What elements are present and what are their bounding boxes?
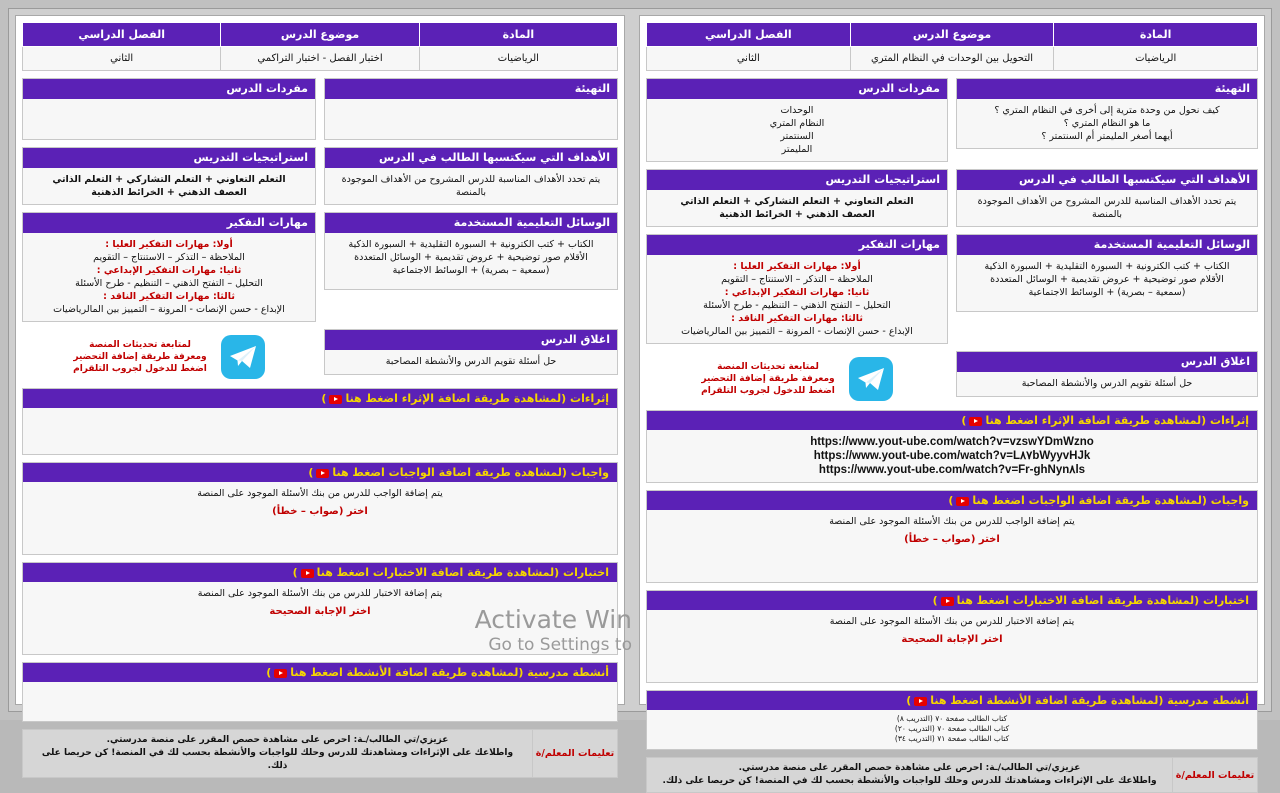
tests-body — [23, 582, 617, 654]
homework-header[interactable] — [647, 491, 1257, 510]
section-title-objectives: الأهداف التي سيكتسبها الطالب في الدرس — [325, 148, 617, 168]
thinking-line: أولا: مهارات التفكير العليا : — [105, 239, 233, 250]
vocab-line: الوحدات — [780, 105, 814, 116]
thinking-content — [23, 233, 315, 321]
tests-header[interactable] — [23, 563, 617, 582]
media-content — [957, 255, 1257, 311]
media-line: (سمعية – بصرية) + الوسائط الاجتماعية — [392, 265, 550, 276]
warmup-line: أيهما أصغر المليمتر أم السنتمتر ؟ — [1041, 131, 1173, 142]
teacher-line-1: عزيزي/تي الطالب/ـة: احرص على مشاهدة حصص المقرر على منصة مدرستي. — [106, 735, 449, 745]
thinking-content — [647, 255, 947, 343]
tests-header[interactable] — [647, 591, 1257, 610]
section-warmup — [956, 78, 1258, 162]
teacher-line-2: واطلاعك على الإثراءات ومشاهدتك للدرس وحلك للواجبات والأنشطة بحسب لك في المنصة! كن حريصا على ذلك. — [41, 748, 514, 771]
youtube-badge-icon[interactable] — [956, 497, 969, 506]
column-header-topic: موضوع الدرس — [850, 23, 1054, 47]
closing-content — [325, 350, 617, 374]
thinking-line: أولا: مهارات التفكير العليا : — [733, 261, 861, 272]
band-closing-promo — [646, 351, 1258, 403]
promo-text — [73, 339, 207, 375]
section-title-closing: اغلاق الدرس — [957, 352, 1257, 372]
table-header-row — [23, 23, 618, 47]
media-line: الكتاب + كتب الكترونية + السبورة التقليدية + السبورة الذكية — [348, 239, 594, 250]
band-objectives-strategies — [22, 147, 618, 205]
activities-label-pre: أنشطة مدرسية (لمشاهدة طريقة اضافة الأنشطة اضغط هنا — [290, 666, 609, 679]
closing-line: حل أسئلة تقويم الدرس والأنشطة المصاحبة — [1021, 378, 1193, 389]
thinking-line: التحليل – التفتح الذهني – التنظيم - طرح الأسئلة — [703, 300, 891, 311]
youtube-badge-icon[interactable] — [301, 569, 314, 578]
url-line: https://www.yout-ube.com/watch?v=L٨٧bWyyvHJk — [813, 450, 1091, 462]
tests-label-pre: اختبارات (لمشاهدة طريقة اضافة الاختبارات اضغط هنا — [316, 566, 609, 579]
column-header-subject: المادة — [1054, 23, 1258, 47]
section-homework — [22, 462, 618, 555]
promo-line: ومعرفة طريقة إضافة التحضير — [701, 374, 835, 384]
objectives-content — [325, 168, 617, 204]
teacher-line-2: واطلاعك على الإثراءات ومشاهدتك للدرس وحلك للواجبات والأنشطة بحسب لك في المنصة! كن حريصا على ذلك. — [662, 776, 1157, 786]
section-title-media: الوسائل التعليمية المستخدمة — [325, 213, 617, 233]
cell-subject: الرياضيات — [1054, 47, 1258, 71]
strategy-line: العصف الذهني + الخرائط الذهنية — [91, 187, 247, 198]
enrichment-label-post: ) — [321, 392, 327, 405]
band-media-thinking — [646, 234, 1258, 344]
vocab-content — [647, 99, 947, 161]
homework-note: يتم إضافة الواجب للدرس من بنك الأسئلة الموجود على المنصة — [829, 516, 1075, 527]
thinking-line: التحليل – التفتح الذهني – التنظيم - طرح الأسئلة — [75, 278, 263, 289]
promo-line: لمتابعة تحديثات المنصة — [89, 340, 191, 350]
promo-text — [701, 361, 835, 397]
youtube-badge-icon[interactable] — [969, 417, 982, 426]
homework-label-post: ) — [308, 466, 314, 479]
media-line: الأقلام صور توضيحية + عروض تقديمية + الوسائل المتعددة — [354, 252, 588, 263]
section-objectives — [956, 169, 1258, 227]
youtube-badge-icon[interactable] — [941, 597, 954, 606]
section-title-vocab: مفردات الدرس — [647, 79, 947, 99]
homework-label-pre: واجبات (لمشاهدة طريقة اضافة الواجبات اضغط هنا — [332, 466, 609, 479]
section-thinking — [646, 234, 948, 344]
section-strategies — [22, 147, 316, 205]
media-line: الأقلام صور توضيحية + عروض تقديمية + الوسائل المتعددة — [990, 274, 1224, 285]
table-row — [23, 47, 618, 71]
section-warmup — [324, 78, 618, 140]
enrichment-header[interactable] — [23, 389, 617, 408]
closing-content — [957, 372, 1257, 396]
url-line: https://www.yout-ube.com/watch?v=vzswYDmWzno — [810, 436, 1094, 448]
homework-header[interactable] — [23, 463, 617, 482]
document-frame — [8, 8, 1272, 786]
vocab-content — [23, 99, 315, 139]
promo-line: اضغط للدخول لجروب التلقرام — [73, 364, 207, 374]
thinking-line: ثالثا: مهارات التفكير الناقد : — [103, 291, 235, 302]
telegram-icon[interactable] — [221, 335, 265, 379]
homework-body — [647, 510, 1257, 582]
enrichment-body — [23, 408, 617, 454]
activities-label-post: ) — [906, 694, 912, 707]
section-activities — [22, 662, 618, 722]
tests-body — [647, 610, 1257, 682]
media-line: الكتاب + كتب الكترونية + السبورة التقليدية + السبورة الذكية — [984, 261, 1230, 272]
section-tests — [22, 562, 618, 655]
tests-label-post: ) — [932, 594, 938, 607]
objective-line: يتم تحدد الأهداف المناسبة للدرس المشروح من الأهداف الموجودة — [977, 196, 1237, 207]
column-header-term: الفصل الدراسي — [23, 23, 221, 47]
section-enrichment — [646, 410, 1258, 483]
section-strategies — [646, 169, 948, 227]
vocab-line: السنتمتر — [780, 131, 814, 142]
cell-topic: اختبار الفصل - اختبار التراكمي — [221, 47, 419, 71]
tests-label-pre: اختبارات (لمشاهدة طريقة اضافة الاختبارات اضغط هنا — [956, 594, 1249, 607]
vocab-line: المليمتر — [781, 144, 813, 155]
section-title-warmup: التهيئة — [325, 79, 617, 99]
youtube-badge-icon[interactable] — [316, 469, 329, 478]
section-homework — [646, 490, 1258, 583]
telegram-icon[interactable] — [849, 357, 893, 401]
cell-topic: التحويل بين الوحدات في النظام المتري — [850, 47, 1054, 71]
tests-hint: اختر الإجابة الصحيحة — [901, 634, 1003, 645]
band-objectives-strategies — [646, 169, 1258, 227]
watermark-line-2: Go to Settings to — [488, 635, 632, 655]
cell-term: الثاني — [647, 47, 851, 71]
band-closing-promo — [22, 329, 618, 381]
section-activities — [646, 690, 1258, 750]
section-closing — [956, 351, 1258, 403]
page-gutter — [625, 15, 639, 705]
promo-line: لمتابعة تحديثات المنصة — [717, 362, 819, 372]
section-title-closing: اغلاق الدرس — [325, 330, 617, 350]
thinking-line: الملاحظة – التذكر – الاستنتاج – التقويم — [93, 252, 245, 263]
section-title-strategies: استراتيجيات التدريس — [647, 170, 947, 190]
section-media — [956, 234, 1258, 344]
homework-note: يتم إضافة الواجب للدرس من بنك الأسئلة الموجود على المنصة — [197, 488, 443, 499]
activities-header[interactable] — [647, 691, 1257, 710]
table-header-row — [647, 23, 1258, 47]
activities-header[interactable] — [23, 663, 617, 682]
enrichment-label-pre: إثراءات (لمشاهدة طريقة اضافة الإثراء اضغط هنا — [985, 414, 1249, 427]
enrichment-label-pre: إثراءات (لمشاهدة طريقة اضافة الإثراء اضغط هنا — [345, 392, 609, 405]
teacher-instructions-text — [647, 758, 1172, 792]
teacher-instructions-label: تعليمات المعلم/ة — [532, 730, 617, 777]
section-tests — [646, 590, 1258, 683]
page-area — [15, 15, 1265, 786]
band-warmup-vocab — [22, 78, 618, 140]
homework-hint: اختر (صواب – خطأ) — [904, 534, 1000, 545]
section-title-strategies: استراتيجيات التدريس — [23, 148, 315, 168]
section-vocab — [22, 78, 316, 140]
tests-note: يتم إضافة الاختبار للدرس من بنك الأسئلة الموجود على المنصة — [829, 616, 1075, 627]
column-header-topic: موضوع الدرس — [221, 23, 419, 47]
warmup-line: ما هو النظام المتري ؟ — [1063, 118, 1151, 129]
activities-body — [23, 682, 617, 721]
closing-line: حل أسئلة تقويم الدرس والأنشطة المصاحبة — [385, 356, 557, 367]
homework-body — [23, 482, 617, 554]
homework-label-pre: واجبات (لمشاهدة طريقة اضافة الواجبات اضغط هنا — [972, 494, 1249, 507]
thinking-line: ثالثا: مهارات التفكير الناقد : — [731, 313, 863, 324]
telegram-promo[interactable] — [646, 351, 948, 403]
band-warmup-vocab — [646, 78, 1258, 162]
lesson-plan-page-right — [15, 15, 632, 771]
promo-line: ومعرفة طريقة إضافة التحضير — [73, 352, 207, 362]
objective-line: بالمنصة — [1091, 209, 1123, 220]
teacher-instructions-label: تعليمات المعلم/ة — [1172, 758, 1257, 792]
column-header-subject: المادة — [419, 23, 617, 47]
section-title-media: الوسائل التعليمية المستخدمة — [957, 235, 1257, 255]
media-line: (سمعية – بصرية) + الوسائط الاجتماعية — [1028, 287, 1186, 298]
thinking-line: ثانيا: مهارات التفكير الإبداعي : — [96, 265, 242, 276]
lesson-plan-page-left — [639, 15, 1265, 786]
section-title-warmup: التهيئة — [957, 79, 1257, 99]
enrichment-header[interactable] — [647, 411, 1257, 430]
activities-list — [655, 714, 1249, 744]
section-enrichment — [22, 388, 618, 455]
thinking-line: الإبداع - حسن الإنصات - المرونة – التمييز بين المالرياضيات — [53, 304, 285, 315]
thinking-line: ثانيا: مهارات التفكير الإبداعي : — [724, 287, 870, 298]
objectives-content — [957, 190, 1257, 226]
youtube-badge-icon[interactable] — [329, 395, 342, 404]
warmup-line: كيف نحول من وحدة مترية إلى أخرى في النظام المتري ؟ — [994, 105, 1220, 116]
lesson-info-table — [22, 22, 618, 71]
url-line: https://www.yout-ube.com/watch?v=Fr-ghNyn٨ls — [818, 464, 1086, 476]
section-title-thinking: مهارات التفكير — [23, 213, 315, 233]
watermark-line-1: Activate Win — [474, 605, 632, 634]
section-objectives — [324, 147, 618, 205]
section-title-objectives: الأهداف التي سيكتسبها الطالب في الدرس — [957, 170, 1257, 190]
activity-line: كتاب الطالب صفحة ٧٠ (التدريب ٨) — [896, 714, 1008, 723]
homework-label-post: ) — [948, 494, 954, 507]
cell-subject: الرياضيات — [419, 47, 617, 71]
youtube-badge-icon[interactable] — [274, 669, 287, 678]
teacher-instructions-text — [23, 730, 532, 777]
strategy-line: التعلم التعاوني + التعلم التشاركي + التعلم الذاتي — [680, 196, 914, 207]
section-media — [324, 212, 618, 322]
promo-line: اضغط للدخول لجروب التلقرام — [701, 386, 835, 396]
objective-line: يتم تحدد الأهداف المناسبة للدرس المشروح من الأهداف الموجودة — [341, 174, 601, 185]
vocab-line: النظام المتري — [769, 118, 825, 129]
teacher-instructions — [22, 729, 618, 778]
section-title-thinking: مهارات التفكير — [647, 235, 947, 255]
strategy-line: العصف الذهني + الخرائط الذهنية — [719, 209, 875, 220]
activities-label-pre: أنشطة مدرسية (لمشاهدة طريقة اضافة الأنشطة اضغط هنا — [930, 694, 1249, 707]
warmup-content — [957, 99, 1257, 148]
homework-hint: اختر (صواب – خطأ) — [272, 506, 368, 517]
tests-label-post: ) — [292, 566, 298, 579]
strategies-content — [23, 168, 315, 204]
tests-hint: اختر الإجابة الصحيحة — [269, 606, 371, 617]
activities-body — [647, 710, 1257, 749]
teacher-line-1: عزيزي/تي الطالب/ـة: احرص على مشاهدة حصص المقرر على منصة مدرستي. — [738, 763, 1081, 773]
column-header-term: الفصل الدراسي — [647, 23, 851, 47]
section-thinking — [22, 212, 316, 322]
thinking-line: الملاحظة – التذكر – الاستنتاج – التقويم — [721, 274, 873, 285]
enrichment-url-list[interactable] — [655, 435, 1249, 477]
media-content — [325, 233, 617, 289]
strategies-content — [647, 190, 947, 226]
lesson-info-table — [646, 22, 1258, 71]
warmup-content — [325, 99, 617, 139]
section-vocab — [646, 78, 948, 162]
section-closing — [324, 329, 618, 381]
activities-label-post: ) — [266, 666, 272, 679]
objective-line: بالمنصة — [455, 187, 487, 198]
strategy-line: التعلم التعاوني + التعلم التشاركي + التعلم الذاتي — [52, 174, 286, 185]
table-row — [647, 47, 1258, 71]
telegram-promo[interactable] — [22, 329, 316, 381]
section-title-vocab: مفردات الدرس — [23, 79, 315, 99]
cell-term: الثاني — [23, 47, 221, 71]
activity-line: كتاب الطالب صفحة ٧١ (التدريب ٣٤) — [894, 734, 1010, 743]
tests-note: يتم إضافة الاختبار للدرس من بنك الأسئلة الموجود على المنصة — [197, 588, 443, 599]
enrichment-body — [647, 430, 1257, 482]
thinking-line: الإبداع - حسن الإنصات - المرونة – التمييز بين المالرياضيات — [681, 326, 913, 337]
youtube-badge-icon[interactable] — [914, 697, 927, 706]
teacher-instructions — [646, 757, 1258, 793]
band-media-thinking — [22, 212, 618, 322]
enrichment-label-post: ) — [961, 414, 967, 427]
activity-line: كتاب الطالب صفحة ٧٠ (التدريب ٢٠) — [894, 724, 1010, 733]
